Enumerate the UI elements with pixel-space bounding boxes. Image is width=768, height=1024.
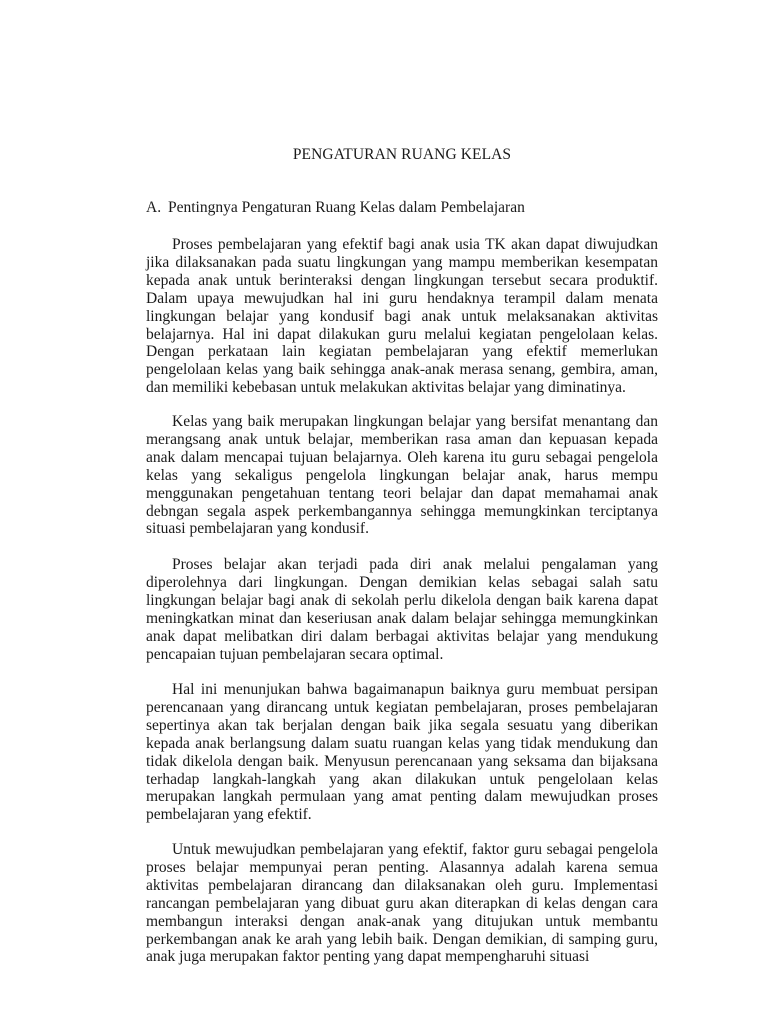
section-heading (146, 199, 666, 217)
paragraph: Kelas yang baik merupakan lingkungan belajar yang bersifat menantang dan merangsang anak untuk belajar, memberikan rasa aman dan kepuasan kepada anak dalam mencapai tujuan belajarnya. Oleh karena itu guru sebagai pengelola kelas yang sekaligus pengelola lingkungan belajar anak, harus mempu menggunakan pengetahuan tentang teori belajar dan dapat memahamai anak debngan segala aspek perkembangannya sehingga memungkinkan terciptanya situasi pembelajaran yang kondusif. (146, 413, 658, 538)
paragraph: Hal ini menunjukan bahwa bagaimanapun baiknya guru membuat persipan perencanaan yang dirancang untuk kegiatan pembelajaran, proses pembelajaran sepertinya akan tak berjalan dengan baik jika segala sesuatu yang diberikan kepada anak berlangsung dalam suatu ruangan kelas yang tidak mendukung dan tidak dikelola dengan baik. Menyusun perencanaan yang seksama dan bijaksana terhadap langkah-langkah yang akan dilakukan untuk pengelolaan kelas merupakan langkah permulaan yang amat penting dalam mewujudkan proses pembelajaran yang efektif. (146, 681, 658, 824)
section-number: A. (146, 199, 162, 216)
document-title: PENGATURAN RUANG KELAS (292, 146, 512, 163)
section-heading-text: Pentingnya Pengaturan Ruang Kelas dalam Pembelajaran (168, 199, 525, 216)
paragraph: Proses belajar akan terjadi pada diri anak melalui pengalaman yang diperolehnya dari lingkungan. Dengan demikian kelas sebagai salah satu lingkungan belajar bagi anak di sekolah perlu dikelola dengan baik karena dapat meningkatkan minat dan keseriusan anak dalam belajar sehingga memungkinkan anak dapat melibatkan diri dalam berbagai aktivitas belajar yang mendukung pencapaian tujuan pembelajaran secara optimal. (146, 556, 658, 663)
paragraph: Untuk mewujudkan pembelajaran yang efektif, faktor guru sebagai pengelola proses belajar mempunyai peran penting. Alasannya adalah karena semua aktivitas pembelajaran dirancang dan dilaksanakan oleh guru. Implementasi rancangan pembelajaran yang dibuat guru akan diterapkan di kelas dengan cara membangun interaksi dengan anak-anak yang ditujukan untuk membantu perkembangan anak ke arah yang lebih baik. Dengan demikian, di samping guru, anak juga merupakan faktor penting yang dapat mempengharuhi situasi (146, 841, 658, 966)
paragraph: Proses pembelajaran yang efektif bagi anak usia TK akan dapat diwujudkan jika dilaksanakan pada suatu lingkungan yang mampu memberikan kesempatan kepada anak untuk berinteraksi dengan lingkungan tersebut secara produktif. Dalam upaya mewujudkan hal ini guru hendaknya terampil dalam menata lingkungan belajar yang kondusif bagi anak untuk melaksanakan aktivitas belajarnya. Hal ini dapat dilakukan guru melalui kegiatan pengelolaan kelas. Dengan perkataan lain kegiatan pembelajaran yang efektif memerlukan pengelolaan kelas yang baik sehingga anak-anak merasa senang, gembira, aman, dan memiliki kebebasan untuk melakukan aktivitas belajar yang diminatinya. (146, 236, 658, 397)
